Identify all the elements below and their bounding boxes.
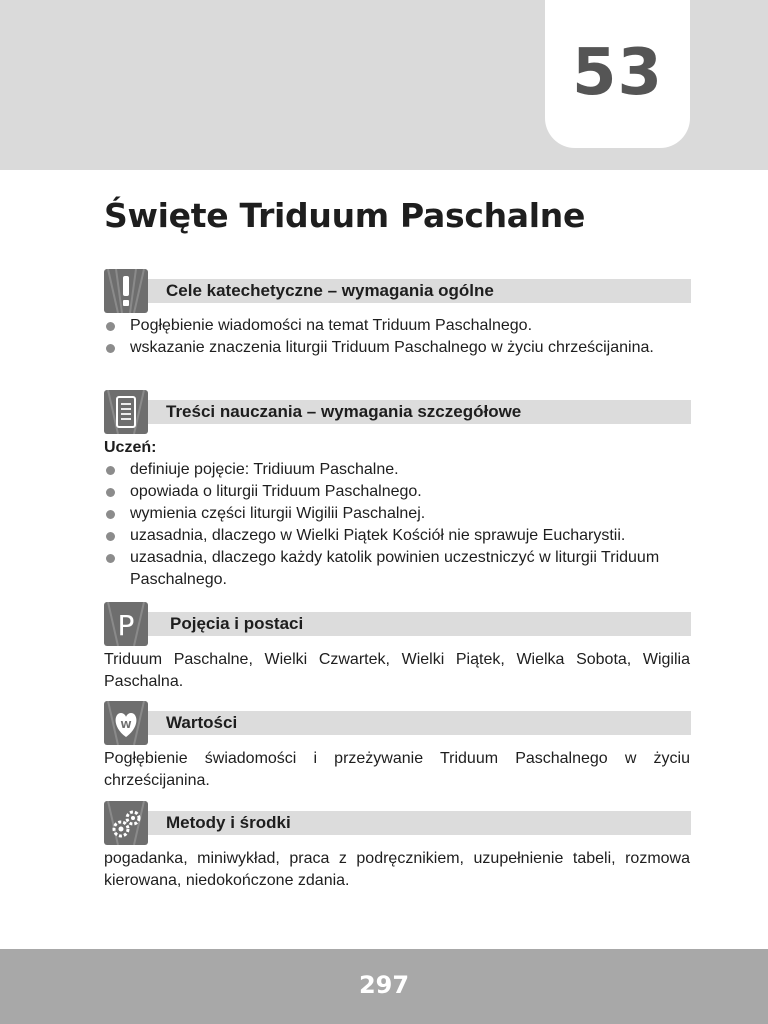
list-item: uzasadnia, dlaczego każdy katolik powinien uczestniczyć w liturgii Triduum Paschalnego.	[104, 547, 694, 591]
list-item: wymienia części liturgii Wigilii Paschalnej.	[104, 503, 694, 525]
section-heading: Wartości	[166, 713, 238, 732]
section-header-metody	[104, 801, 691, 845]
document-icon	[104, 390, 148, 434]
page-title: Święte Triduum Paschalne	[104, 196, 586, 235]
list-item: uzasadnia, dlaczego w Wielki Piątek Kościół nie sprawuje Eucharystii.	[104, 525, 694, 547]
list-item: wskazanie znaczenia liturgii Triduum Paschalnego w życiu chrześcijanina.	[104, 337, 694, 359]
metody-text: pogadanka, miniwykład, praca z podręcznikiem, uzupełnienie tabeli, rozmowa kierowana, niedokończone zdania.	[104, 850, 690, 889]
cele-list	[104, 315, 694, 359]
section-header-pojecia	[104, 602, 691, 646]
section-heading: Treści nauczania – wymagania szczegółowe	[166, 402, 522, 421]
section-heading: Cele katechetyczne – wymagania ogólne	[166, 281, 494, 300]
student-label: Uczeń:	[104, 439, 157, 456]
icon-letter: P	[117, 609, 135, 642]
list-item: Pogłębienie wiadomości na temat Triduum Paschalnego.	[104, 315, 694, 337]
exclamation-icon	[104, 269, 148, 313]
letter-p-icon	[104, 602, 148, 646]
icon-letter: W	[120, 720, 132, 731]
section-heading: Pojęcia i postaci	[170, 614, 304, 633]
footer-band	[0, 949, 768, 1024]
section-header-tresci	[104, 390, 691, 434]
pojecia-text: Triduum Paschalne, Wielki Czwartek, Wielki Piątek, Wielka Sobota, Wigilia Paschalna.	[104, 651, 690, 690]
wartosci-text: Pogłębienie świadomości i przeżywanie Triduum Paschalnego w życiu chrześcijanina.	[104, 750, 690, 789]
section-heading: Metody i środki	[166, 813, 291, 832]
gears-icon	[104, 801, 148, 845]
top-band	[0, 0, 768, 170]
section-header-cele	[104, 269, 691, 313]
list-item: definiuje pojęcie: Tridiuum Paschalne.	[104, 459, 694, 481]
page-number: 297	[358, 970, 410, 999]
heart-w-icon	[104, 701, 148, 745]
chapter-number: 53	[571, 36, 664, 110]
chapter-tab	[545, 0, 690, 148]
tresci-list	[104, 459, 694, 591]
section-header-wartosci	[104, 701, 691, 745]
list-item: opowiada o liturgii Triduum Paschalnego.	[104, 481, 694, 503]
